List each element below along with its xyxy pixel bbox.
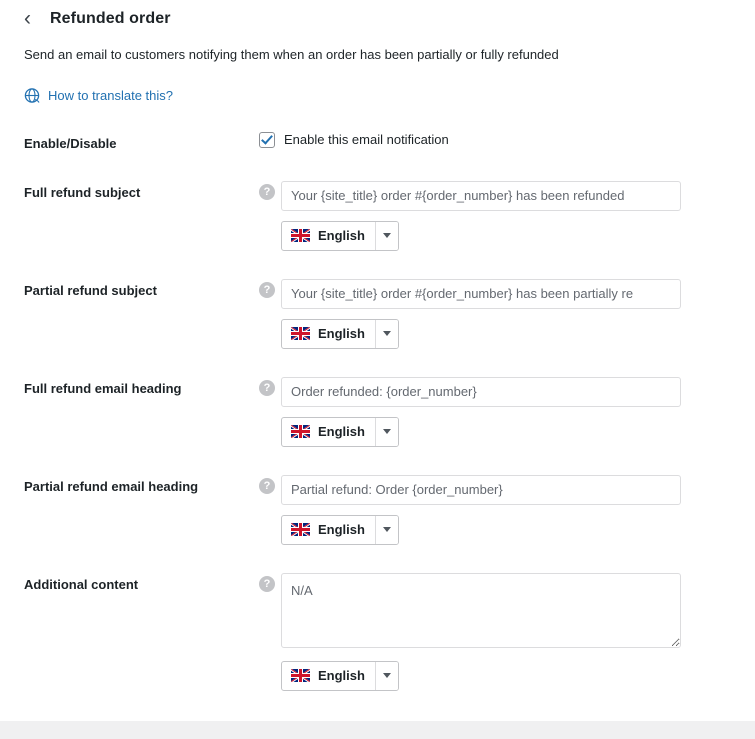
uk-flag-icon [291,327,310,340]
help-wrap-partial-refund-email-heading [259,475,281,494]
language-name: English [318,326,365,342]
row-label-additional-content: Additional content [24,576,139,592]
translate-help-row [24,87,731,104]
row-label-partial-refund-email-heading: Partial refund email heading [24,478,199,494]
field-enable-disable [259,132,731,148]
uk-flag-icon [291,523,310,536]
language-name: English [318,228,365,244]
partial-refund-subject-input[interactable] [281,279,681,309]
row-label-partial-refund-subject: Partial refund subject [24,282,157,298]
uk-flag-icon [291,425,310,438]
help-wrap-additional-content [259,573,281,592]
row-partial-refund-subject [24,279,731,349]
page-title: Refunded order [50,9,171,27]
chevron-down-icon[interactable] [375,516,398,544]
field-partial-refund-subject [281,279,731,349]
help-wrap-full-refund-email-heading [259,377,281,396]
uk-flag-icon [291,669,310,682]
help-wrap-full-refund-subject [259,181,281,200]
help-icon[interactable]: ? [259,478,275,494]
language-switcher-partial-refund-subject[interactable] [281,319,399,349]
enable-email-notification-checkbox[interactable] [259,132,275,148]
full-refund-email-heading-input[interactable] [281,377,681,407]
row-full-refund-subject [24,181,731,251]
language-switcher-full-refund-subject[interactable] [281,221,399,251]
chevron-left-icon[interactable]: ‹ [24,7,31,30]
chevron-down-icon[interactable] [375,320,398,348]
chevron-down-icon[interactable] [375,662,398,690]
help-wrap-partial-refund-subject [259,279,281,298]
language-name: English [318,522,365,538]
additional-content-textarea[interactable] [281,573,681,648]
row-label-full-refund-subject: Full refund subject [24,184,141,200]
language-switcher-current[interactable] [282,320,375,348]
field-additional-content [281,573,731,691]
chevron-down-icon[interactable] [375,222,398,250]
help-icon[interactable]: ? [259,282,275,298]
enable-email-notification-line [259,132,731,148]
enable-email-notification-label: Enable this email notification [284,132,449,147]
language-switcher-current[interactable] [282,418,375,446]
help-icon[interactable]: ? [259,576,275,592]
how-to-translate-link[interactable]: How to translate this? [48,87,174,103]
field-full-refund-email-heading [281,377,731,447]
help-icon[interactable]: ? [259,380,275,396]
language-name: English [318,424,365,440]
row-full-refund-email-heading [24,377,731,447]
row-label-enable-disable: Enable/Disable [24,135,117,151]
field-full-refund-subject [281,181,731,251]
row-additional-content [24,573,731,691]
language-name: English [318,668,365,684]
row-enable-disable [24,132,731,153]
page-description: Send an email to customers notifying them when an order has been partially or fully refunded [24,47,559,62]
language-switcher-current[interactable] [282,662,375,690]
language-switcher-current[interactable] [282,516,375,544]
language-switcher-partial-refund-email-heading[interactable] [281,515,399,545]
help-icon[interactable]: ? [259,184,275,200]
language-switcher-additional-content[interactable] [281,661,399,691]
full-refund-subject-input[interactable] [281,181,681,211]
language-switcher-full-refund-email-heading[interactable] [281,417,399,447]
row-label-full-refund-email-heading: Full refund email heading [24,380,182,396]
globe-icon [24,87,41,104]
uk-flag-icon [291,229,310,242]
partial-refund-email-heading-input[interactable] [281,475,681,505]
row-partial-refund-email-heading [24,475,731,545]
chevron-down-icon[interactable] [375,418,398,446]
language-switcher-current[interactable] [282,222,375,250]
panel-header [24,0,731,29]
field-partial-refund-email-heading [281,475,731,545]
